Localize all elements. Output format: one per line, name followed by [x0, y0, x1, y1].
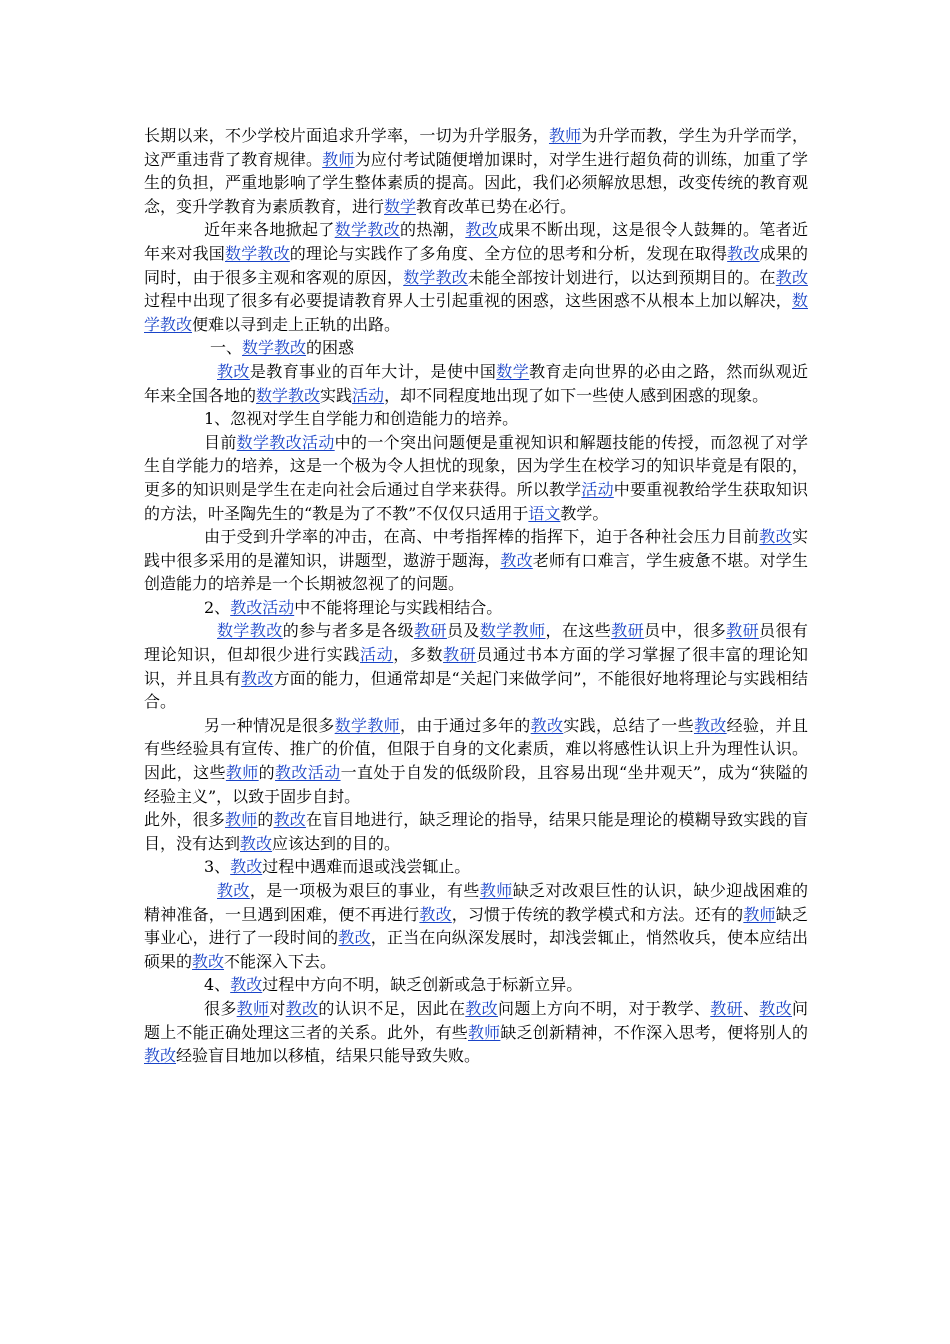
text-segment: 是教育事业的百年大计，是使中国 — [249, 361, 497, 381]
text-segment: ，由于通过多年的 — [399, 715, 531, 735]
keyword-link[interactable]: 教师 — [225, 763, 259, 783]
paragraph — [144, 879, 808, 973]
text-segment: 教学。 — [560, 503, 609, 523]
text-segment: 的热潮， — [399, 220, 466, 240]
text-segment: 3、 — [204, 857, 231, 877]
paragraph — [144, 336, 808, 360]
keyword-link[interactable]: 教研 — [611, 621, 645, 641]
text-segment: ，在这些 — [545, 621, 612, 641]
keyword-link[interactable]: 数学教改活动 — [236, 432, 335, 452]
text-segment: 老师有口难言，学生疲惫不堪。对学生创造能力的培养是一个长期被忽视了的问题。 — [144, 550, 808, 594]
keyword-link[interactable]: 数学教改 — [403, 267, 468, 287]
text-segment: 员很有理论知识，但却很少进行实践 — [144, 621, 808, 665]
keyword-link[interactable]: 教改 — [144, 1046, 177, 1066]
text-segment: 便难以寻到走上正轨的出路。 — [192, 314, 401, 334]
keyword-link[interactable]: 教师 — [743, 904, 776, 924]
text-segment: 经验盲目地加以移植，结果只能导致失败。 — [176, 1046, 481, 1066]
keyword-link[interactable]: 教改 — [285, 998, 319, 1018]
text-segment: 的认识不足，因此在 — [318, 998, 466, 1018]
keyword-link[interactable]: 语文 — [528, 503, 561, 523]
keyword-link[interactable]: 教研 — [726, 621, 760, 641]
text-segment: 实践，总结了一些 — [563, 715, 694, 735]
keyword-link[interactable]: 教改 — [759, 998, 792, 1018]
keyword-link[interactable]: 数学 — [384, 196, 417, 216]
keyword-link[interactable]: 教研 — [414, 621, 447, 641]
text-segment: 未能全部按计划进行，以达到预期目的。在 — [467, 267, 776, 287]
text-segment: ，习惯于传统的教学模式和方法。还有的 — [451, 904, 744, 924]
keyword-link[interactable]: 教改 — [775, 267, 808, 287]
text-segment: 过程中遇难而退或浅尝辄止。 — [262, 857, 471, 877]
text-segment: 中要重视教给学生获取知识的方法，叶圣陶先生的“教是为了不教”不仅仅只适用于 — [144, 479, 808, 523]
text-segment: 的理论与实践作了多角度、全方位的思考和分析，发现在取得 — [289, 243, 728, 263]
keyword-link[interactable]: 数学教师 — [479, 621, 546, 641]
text-segment: 成果不断出现，这是很令人鼓舞的。笔者近年来对我国 — [144, 220, 808, 263]
paragraph — [144, 973, 808, 997]
keyword-link[interactable]: 教改 — [500, 550, 533, 570]
text-segment: 很多 — [204, 998, 237, 1018]
text-segment: 长期以来，不少学校片面追求升学率，一切为升学服务， — [144, 126, 549, 145]
text-segment: 一、 — [210, 338, 243, 358]
text-segment: 在盲目地进行，缺乏理论的指导，结果只能是理论的模糊导致实践的盲目，没有达到 — [144, 810, 808, 853]
keyword-link[interactable]: 教改 — [241, 668, 274, 688]
keyword-link[interactable]: 教改 — [217, 361, 250, 381]
text-segment: 目前 — [204, 432, 237, 452]
keyword-link[interactable]: 数学教改 — [217, 621, 283, 641]
text-segment: 教育改革已势在必行。 — [416, 196, 577, 216]
keyword-link[interactable]: 教师 — [322, 149, 355, 169]
text-segment: 的参与者多是各级 — [282, 621, 415, 641]
text-segment: 一直处于自发的低级阶段，且容易出现“坐井观天”，成为“狭隘的经验主义”，以致于固步自封。 — [144, 763, 808, 806]
paragraph — [144, 808, 808, 855]
text-segment: 教育走向世界的必由之路，然而纵观近年来全国各地的 — [144, 361, 808, 405]
text-segment: ，却不同程度地出现了如下一些使人感到困惑的现象。 — [384, 385, 769, 405]
keyword-link[interactable]: 教师 — [236, 998, 270, 1018]
text-segment: 缺乏事业心，进行了一段时间的 — [144, 904, 808, 948]
text-segment: 为升学而教，学生为升学而学，这严重违背了教育规律。 — [144, 126, 808, 169]
keyword-link[interactable]: 数学教改 — [334, 220, 400, 240]
paragraph — [144, 596, 808, 620]
text-segment: 2、 — [204, 597, 231, 617]
keyword-link[interactable]: 数学教改 — [242, 338, 307, 358]
keyword-link[interactable]: 活动 — [352, 385, 385, 405]
keyword-link[interactable]: 数学教改 — [144, 291, 808, 334]
paragraph — [144, 431, 808, 525]
text-segment: 问题上方向不明，对于教学、 — [498, 998, 711, 1018]
paragraph — [144, 525, 808, 596]
text-segment: ，多数 — [393, 645, 444, 665]
keyword-link[interactable]: 教改 — [727, 243, 760, 263]
text-segment: 此外，很多 — [144, 810, 225, 830]
keyword-link[interactable]: 教研 — [710, 998, 743, 1018]
paragraph — [144, 360, 808, 407]
keyword-link[interactable]: 教研 — [443, 645, 477, 665]
text-segment: 经验，并且有些经验具有宣传、推广的价值，但限于自身的文化素质，难以将感性认识上升为理性认识。因此，这些 — [144, 715, 808, 783]
text-segment: 近年来各地掀起了 — [204, 220, 335, 240]
text-segment: 由于受到升学率的冲击，在高、中考指挥棒的指挥下，迫于各种社会压力目前 — [204, 527, 760, 547]
keyword-link[interactable]: 数学教改 — [256, 385, 321, 405]
keyword-link[interactable]: 教改 — [465, 220, 498, 240]
keyword-link[interactable]: 教改 — [759, 527, 792, 547]
keyword-link[interactable]: 教改 — [217, 881, 250, 900]
keyword-link[interactable]: 教师 — [479, 881, 513, 900]
keyword-link[interactable]: 教师 — [225, 810, 258, 830]
keyword-link[interactable]: 教改 — [240, 833, 273, 853]
paragraph — [144, 855, 808, 879]
text-segment: 为应付考试随便增加课时，对学生进行超负荷的训练，加重了学生的负担，严重地影响了学生整体素质的提高。因此，我们必须解放思想，改变传统的教育观念，变升学教育为素质教育，进行 — [144, 149, 808, 216]
keyword-link[interactable]: 数学教改 — [225, 243, 290, 263]
paragraph — [144, 218, 808, 336]
text-segment: 对 — [269, 998, 286, 1018]
document-body — [144, 124, 808, 1068]
keyword-link[interactable]: 教改 — [338, 928, 371, 948]
text-segment: 的困惑 — [306, 338, 355, 358]
text-segment: 实践中很多采用的是灌知识，讲题型，遨游于题海， — [144, 527, 808, 570]
text-segment: 、 — [742, 998, 760, 1018]
keyword-link[interactable]: 教师 — [467, 1022, 501, 1042]
keyword-link[interactable]: 教改活动 — [275, 763, 341, 783]
text-segment: 过程中出现了很多有必要提请教育界人士引起重视的困惑，这些困惑不从根本上加以解决， — [144, 291, 792, 311]
text-segment: 实践 — [320, 385, 353, 405]
text-segment: 缺乏对改艰巨性的认识，缺少迎战困难的精神准备，一旦遇到困难，便不再进行 — [144, 881, 808, 924]
keyword-link[interactable]: 教师 — [548, 126, 582, 145]
text-segment: 中的一个突出问题便是重视知识和解题技能的传授，而忽视了对学生自学能力的培养，这是一个极为令人担忧的现象，因为学生在校学习的知识毕竟是有限的，更多的知识则是学生在走向社会后通过自学来获得。所以教学 — [144, 432, 808, 499]
text-segment: 成果的同时，由于很多主观和客观的原因， — [144, 243, 808, 287]
text-segment: 问题上不能正确处理这三者的关系。此外，有些 — [144, 998, 808, 1042]
text-segment: 中不能将理论与实践相结合。 — [294, 597, 503, 617]
keyword-link[interactable]: 教改 — [465, 998, 498, 1018]
text-segment: 另一种情况是很多 — [204, 715, 335, 735]
keyword-link[interactable]: 教改 — [273, 810, 307, 830]
paragraph — [144, 124, 808, 218]
keyword-link[interactable]: 教改 — [693, 715, 727, 735]
keyword-link[interactable]: 数学 — [496, 361, 530, 381]
paragraph — [144, 407, 808, 431]
text-segment: ，正当在向纵深发展时，却浅尝辄止，悄然收兵，使本应结出硕果的 — [144, 928, 808, 971]
text-segment: 的 — [257, 810, 274, 830]
text-segment: 应该达到的目的。 — [272, 833, 401, 853]
keyword-link[interactable]: 教改 — [419, 904, 452, 924]
keyword-link[interactable]: 教改 — [192, 951, 225, 971]
text-segment: 过程中方向不明，缺乏创新或急于标新立异。 — [262, 975, 583, 995]
keyword-link[interactable]: 教改 — [230, 857, 263, 877]
keyword-link[interactable]: 教改 — [530, 715, 564, 735]
keyword-link[interactable]: 活动 — [359, 645, 394, 665]
text-segment: 的 — [258, 763, 276, 783]
paragraph — [144, 619, 808, 713]
text-segment: 员及 — [446, 621, 480, 641]
text-segment: 不能深入下去。 — [224, 951, 337, 971]
text-segment: 员通过书本方面的学习掌握了很丰富的理论知识，并且具有 — [144, 645, 808, 688]
paragraph — [144, 997, 808, 1068]
text-segment: 员中，很多 — [644, 621, 727, 641]
paragraph — [144, 714, 808, 808]
text-segment: 缺乏创新精神，不作深入思考，便将别人的 — [500, 1022, 808, 1042]
text-segment: ，是一项极为艰巨的事业，有些 — [249, 881, 480, 900]
keyword-link[interactable]: 数学教师 — [334, 715, 400, 735]
keyword-link[interactable]: 教改 — [230, 975, 263, 995]
text-segment: 4、 — [204, 975, 231, 995]
text-segment: 方面的能力，但通常却是“关起门来做学问”，不能很好地将理论与实践相结合。 — [144, 668, 808, 712]
text-segment: 1、忽视对学生自学能力和创造能力的培养。 — [204, 409, 519, 429]
keyword-link[interactable]: 活动 — [581, 479, 614, 499]
keyword-link[interactable]: 教改活动 — [230, 597, 295, 617]
